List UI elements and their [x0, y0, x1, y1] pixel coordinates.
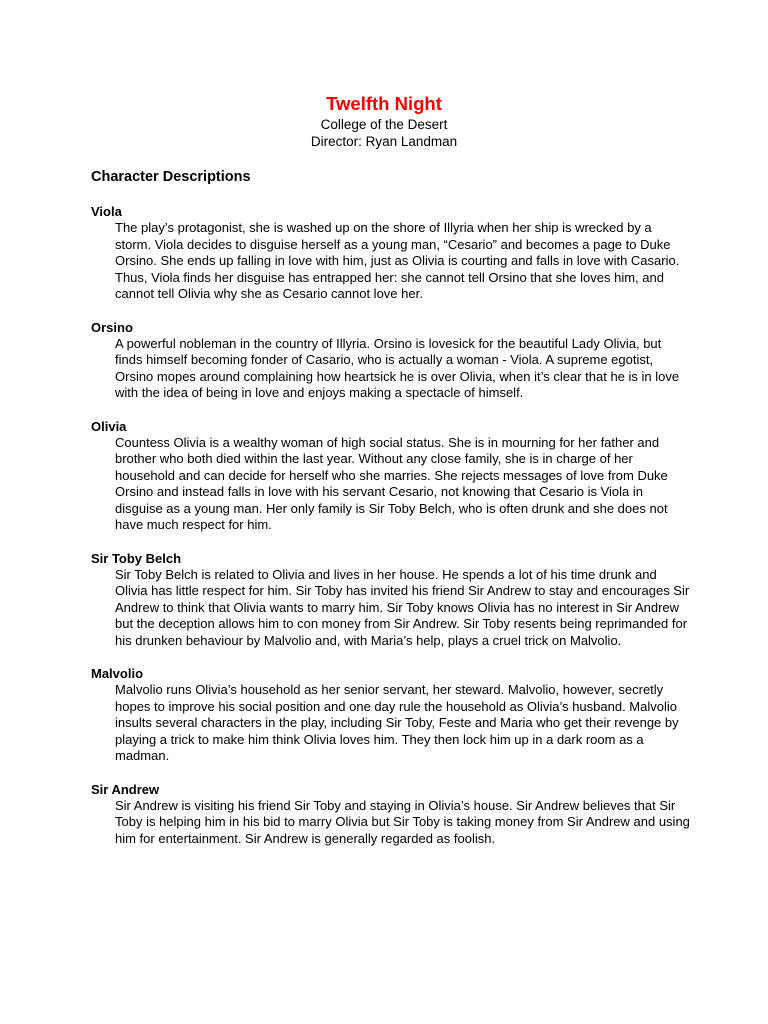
- title-block: [0, 92, 768, 150]
- character-name: Sir Andrew: [91, 781, 160, 797]
- character-name: Orsino: [91, 319, 133, 335]
- character-name: Olivia: [91, 418, 127, 434]
- character-sir-andrew: [91, 781, 691, 848]
- character-description: The play’s protagonist, she is washed up on the shore of Illyria when her ship is wrecked by a storm. Viola decides to disguise herself as a young man, “Cesario” and becomes a page to Duke Orsino. She ends up falling in love with him, just as Olivia is courting and falls in love with Casario. Thus, Viola finds her disguise has entrapped her: she cannot tell Orsino that she loves him, and cannot tell Olivia why she as Cesario cannot love her.: [115, 220, 680, 301]
- character-name: Viola: [91, 204, 122, 219]
- character-malvolio: [91, 665, 691, 765]
- section-heading: Character Descriptions: [91, 169, 251, 185]
- character-description: Malvolio runs Olivia’s household as her senior servant, her steward. Malvolio, however, secretly hopes to improve his social position and one day rule the household as Olivia’s husband. Malvolio insults several characters in the play, including Sir Toby, Feste and Maria who get their revenge by playing a trick to make him think Olivia loves him. They then lock him up in a dark room as a madman.: [115, 682, 679, 763]
- character-description: Countess Olivia is a wealthy woman of high social status. She is in mourning for her father and brother who both died within the last year. Without any close family, she is in charge of her household and can decide for herself who she marries. She rejects messages of love from Duke Orsino and instead falls in love with his servant Cesario, not knowing that Cesario is Viola in disguise as a young man. Her only family is Sir Toby Belch, who is often drunk and she does not have much respect for him.: [115, 434, 668, 532]
- college-name: College of the Desert: [320, 117, 448, 132]
- director-line: Director: Ryan Landman: [310, 134, 458, 149]
- character-viola: [91, 203, 691, 303]
- character-list: [91, 203, 691, 863]
- character-name: Sir Toby Belch: [91, 550, 182, 566]
- character-name: Malvolio: [91, 666, 144, 681]
- character-description: Sir Toby Belch is related to Olivia and lives in her house. He spends a lot of his time drunk and Olivia has little respect for him. Sir Toby has invited his friend Sir Andrew to stay and encourages Sir Andrew to think that Olivia wants to marry him. Sir Toby knows Olivia has no interest in Sir Andrew but the deception allows him to con money from Sir Andrew. Sir Toby resents being reprimanded for his drunken behaviour by Malvolio and, with Maria’s help, plays a cruel trick on Malvolio.: [115, 566, 690, 648]
- character-description: Sir Andrew is visiting his friend Sir Toby and staying in Olivia’s house. Sir Andrew believes that Sir Toby is helping him in his bid to marry Olivia but Sir Toby is taking money from Sir Andrew and using him for entertainment. Sir Andrew is generally regarded as foolish.: [115, 797, 690, 846]
- document-title: Twelfth Night: [326, 93, 442, 114]
- character-olivia: [91, 418, 691, 534]
- character-sir-toby-belch: [91, 550, 691, 650]
- character-orsino: [91, 319, 691, 402]
- character-description: A powerful nobleman in the country of Illyria. Orsino is lovesick for the beautiful Lady Olivia, but finds himself becoming fonder of Casario, who is actually a woman - Viola. A supreme egotist, Orsino mopes around complaining how heartsick he is over Olivia, when it’s clear that he is in love with the idea of being in love and enjoys making a spectacle of himself.: [115, 335, 680, 400]
